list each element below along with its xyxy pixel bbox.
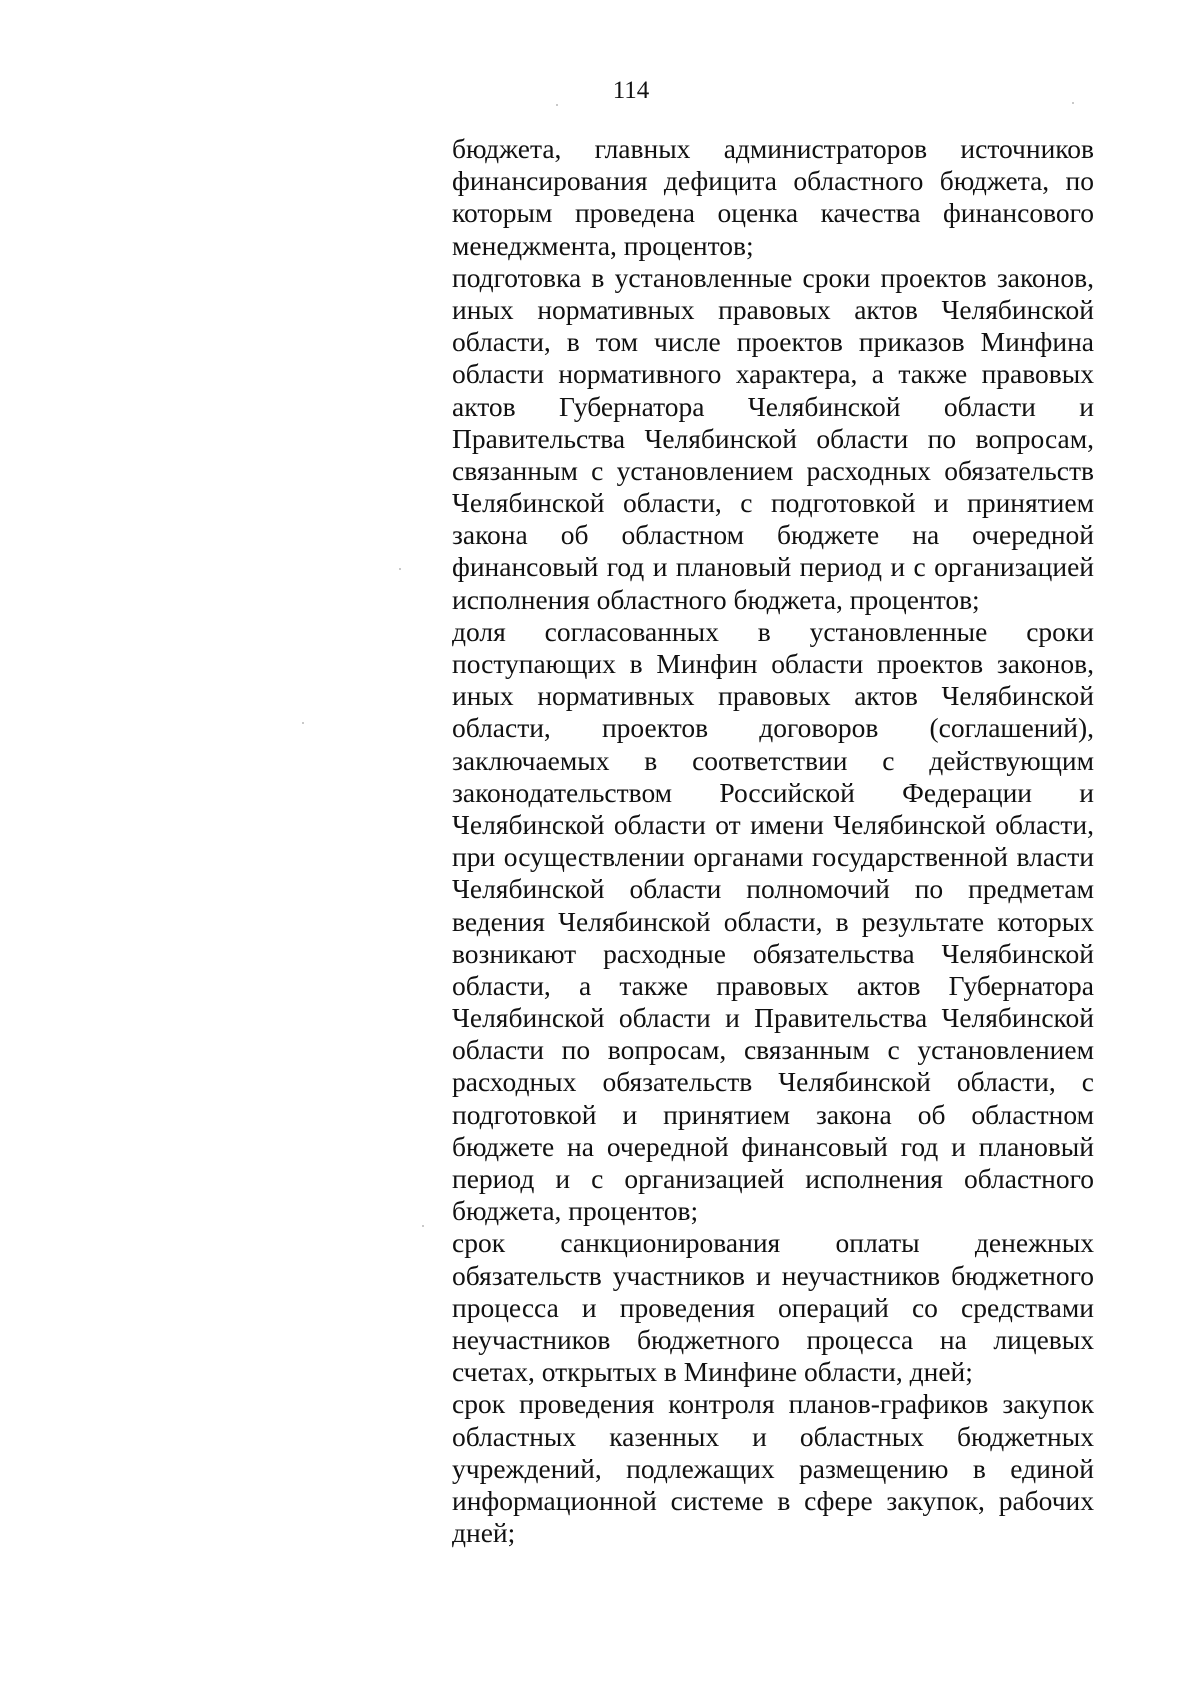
paragraph — [452, 1227, 1094, 1388]
text-line: счетах, открытых в Минфине области, дней; — [452, 1356, 973, 1388]
text-line: Челябинской области и Правительства Челябинской — [452, 1002, 1094, 1034]
text-line: Челябинской области, с подготовкой и принятием — [452, 487, 1094, 519]
text-line: финансовый год и плановый период и с организацией — [452, 551, 1094, 583]
text-line: связанным с установлением расходных обязательств — [452, 454, 1094, 486]
text-line: подготовка в установленные сроки проектов законов, — [452, 261, 1094, 293]
text-line: учреждений, подлежащих размещению в единой — [452, 1452, 1094, 1484]
text-line: процесса и проведения операций со средствами — [452, 1291, 1094, 1323]
text-line: законодательством Российской Федерации и — [452, 776, 1094, 808]
text-line: информационной системе в сфере закупок, рабочих — [452, 1484, 1094, 1516]
text-line: иных нормативных правовых актов Челябинской — [452, 293, 1094, 325]
text-line: бюджета, главных администраторов источников — [452, 133, 1094, 164]
text-line: менеджмента, процентов; — [452, 229, 754, 261]
text-line: заключаемых в соответствии с действующим — [452, 744, 1094, 776]
scan-speck — [422, 1225, 424, 1227]
text-line: ведения Челябинской области, в результате которых — [452, 905, 1094, 937]
scan-speck — [1072, 102, 1074, 104]
scan-speck — [302, 722, 304, 724]
text-line: при осуществлении органами государственной власти — [452, 841, 1094, 873]
text-line: исполнения областного бюджета, процентов; — [452, 583, 980, 615]
text-line: иных нормативных правовых актов Челябинской — [452, 680, 1094, 712]
text-line: неучастников бюджетного процесса на лицевых — [452, 1323, 1094, 1355]
text-line: подготовкой и принятием закона об областном — [452, 1098, 1094, 1130]
text-line: областных казенных и областных бюджетных — [452, 1420, 1094, 1452]
text-line: Правительства Челябинской области по вопросам, — [452, 422, 1094, 454]
scan-speck — [556, 104, 558, 106]
text-line: бюджете на очередной финансовый год и плановый — [452, 1130, 1094, 1162]
text-line: области по вопросам, связанным с установлением — [452, 1034, 1094, 1066]
text-line: Челябинской области полномочий по предметам — [452, 873, 1094, 905]
text-line: области, проектов договоров (соглашений), — [452, 712, 1094, 744]
text-line: области, а также правовых актов Губернатора — [452, 969, 1094, 1001]
text-line: расходных обязательств Челябинской области, с — [452, 1066, 1094, 1098]
document-body — [452, 133, 1094, 1549]
text-line: которым проведена оценка качества финансового — [452, 197, 1094, 229]
text-line: актов Губернатора Челябинской области и — [452, 390, 1094, 422]
paragraph — [452, 1388, 1094, 1549]
paragraph — [452, 616, 1094, 1228]
text-line: период и с организацией исполнения областного — [452, 1163, 1094, 1194]
text-line: доля согласованных в установленные сроки — [452, 615, 1094, 647]
text-line: срок проведения контроля планов-графиков закупок — [452, 1388, 1094, 1420]
scan-speck — [399, 568, 401, 570]
text-line: бюджета, процентов; — [452, 1195, 699, 1227]
text-line: дней; — [452, 1517, 516, 1549]
page-number: 114 — [612, 77, 650, 104]
text-line: Челябинской области от имени Челябинской области, — [452, 808, 1094, 840]
paragraph — [452, 133, 1094, 262]
text-line: срок санкционирования оплаты денежных — [452, 1227, 1094, 1259]
text-line: закона об областном бюджете на очередной — [452, 519, 1094, 551]
text-line: возникают расходные обязательства Челябинской — [452, 937, 1094, 969]
text-line: области, в том числе проектов приказов Минфина — [452, 326, 1094, 358]
paragraph — [452, 262, 1094, 616]
text-line: области нормативного характера, а также правовых — [452, 358, 1094, 390]
text-line: обязательств участников и неучастников бюджетного — [452, 1259, 1094, 1291]
text-line: поступающих в Минфин области проектов законов, — [452, 648, 1094, 679]
text-line: финансирования дефицита областного бюджета, по — [452, 165, 1094, 197]
